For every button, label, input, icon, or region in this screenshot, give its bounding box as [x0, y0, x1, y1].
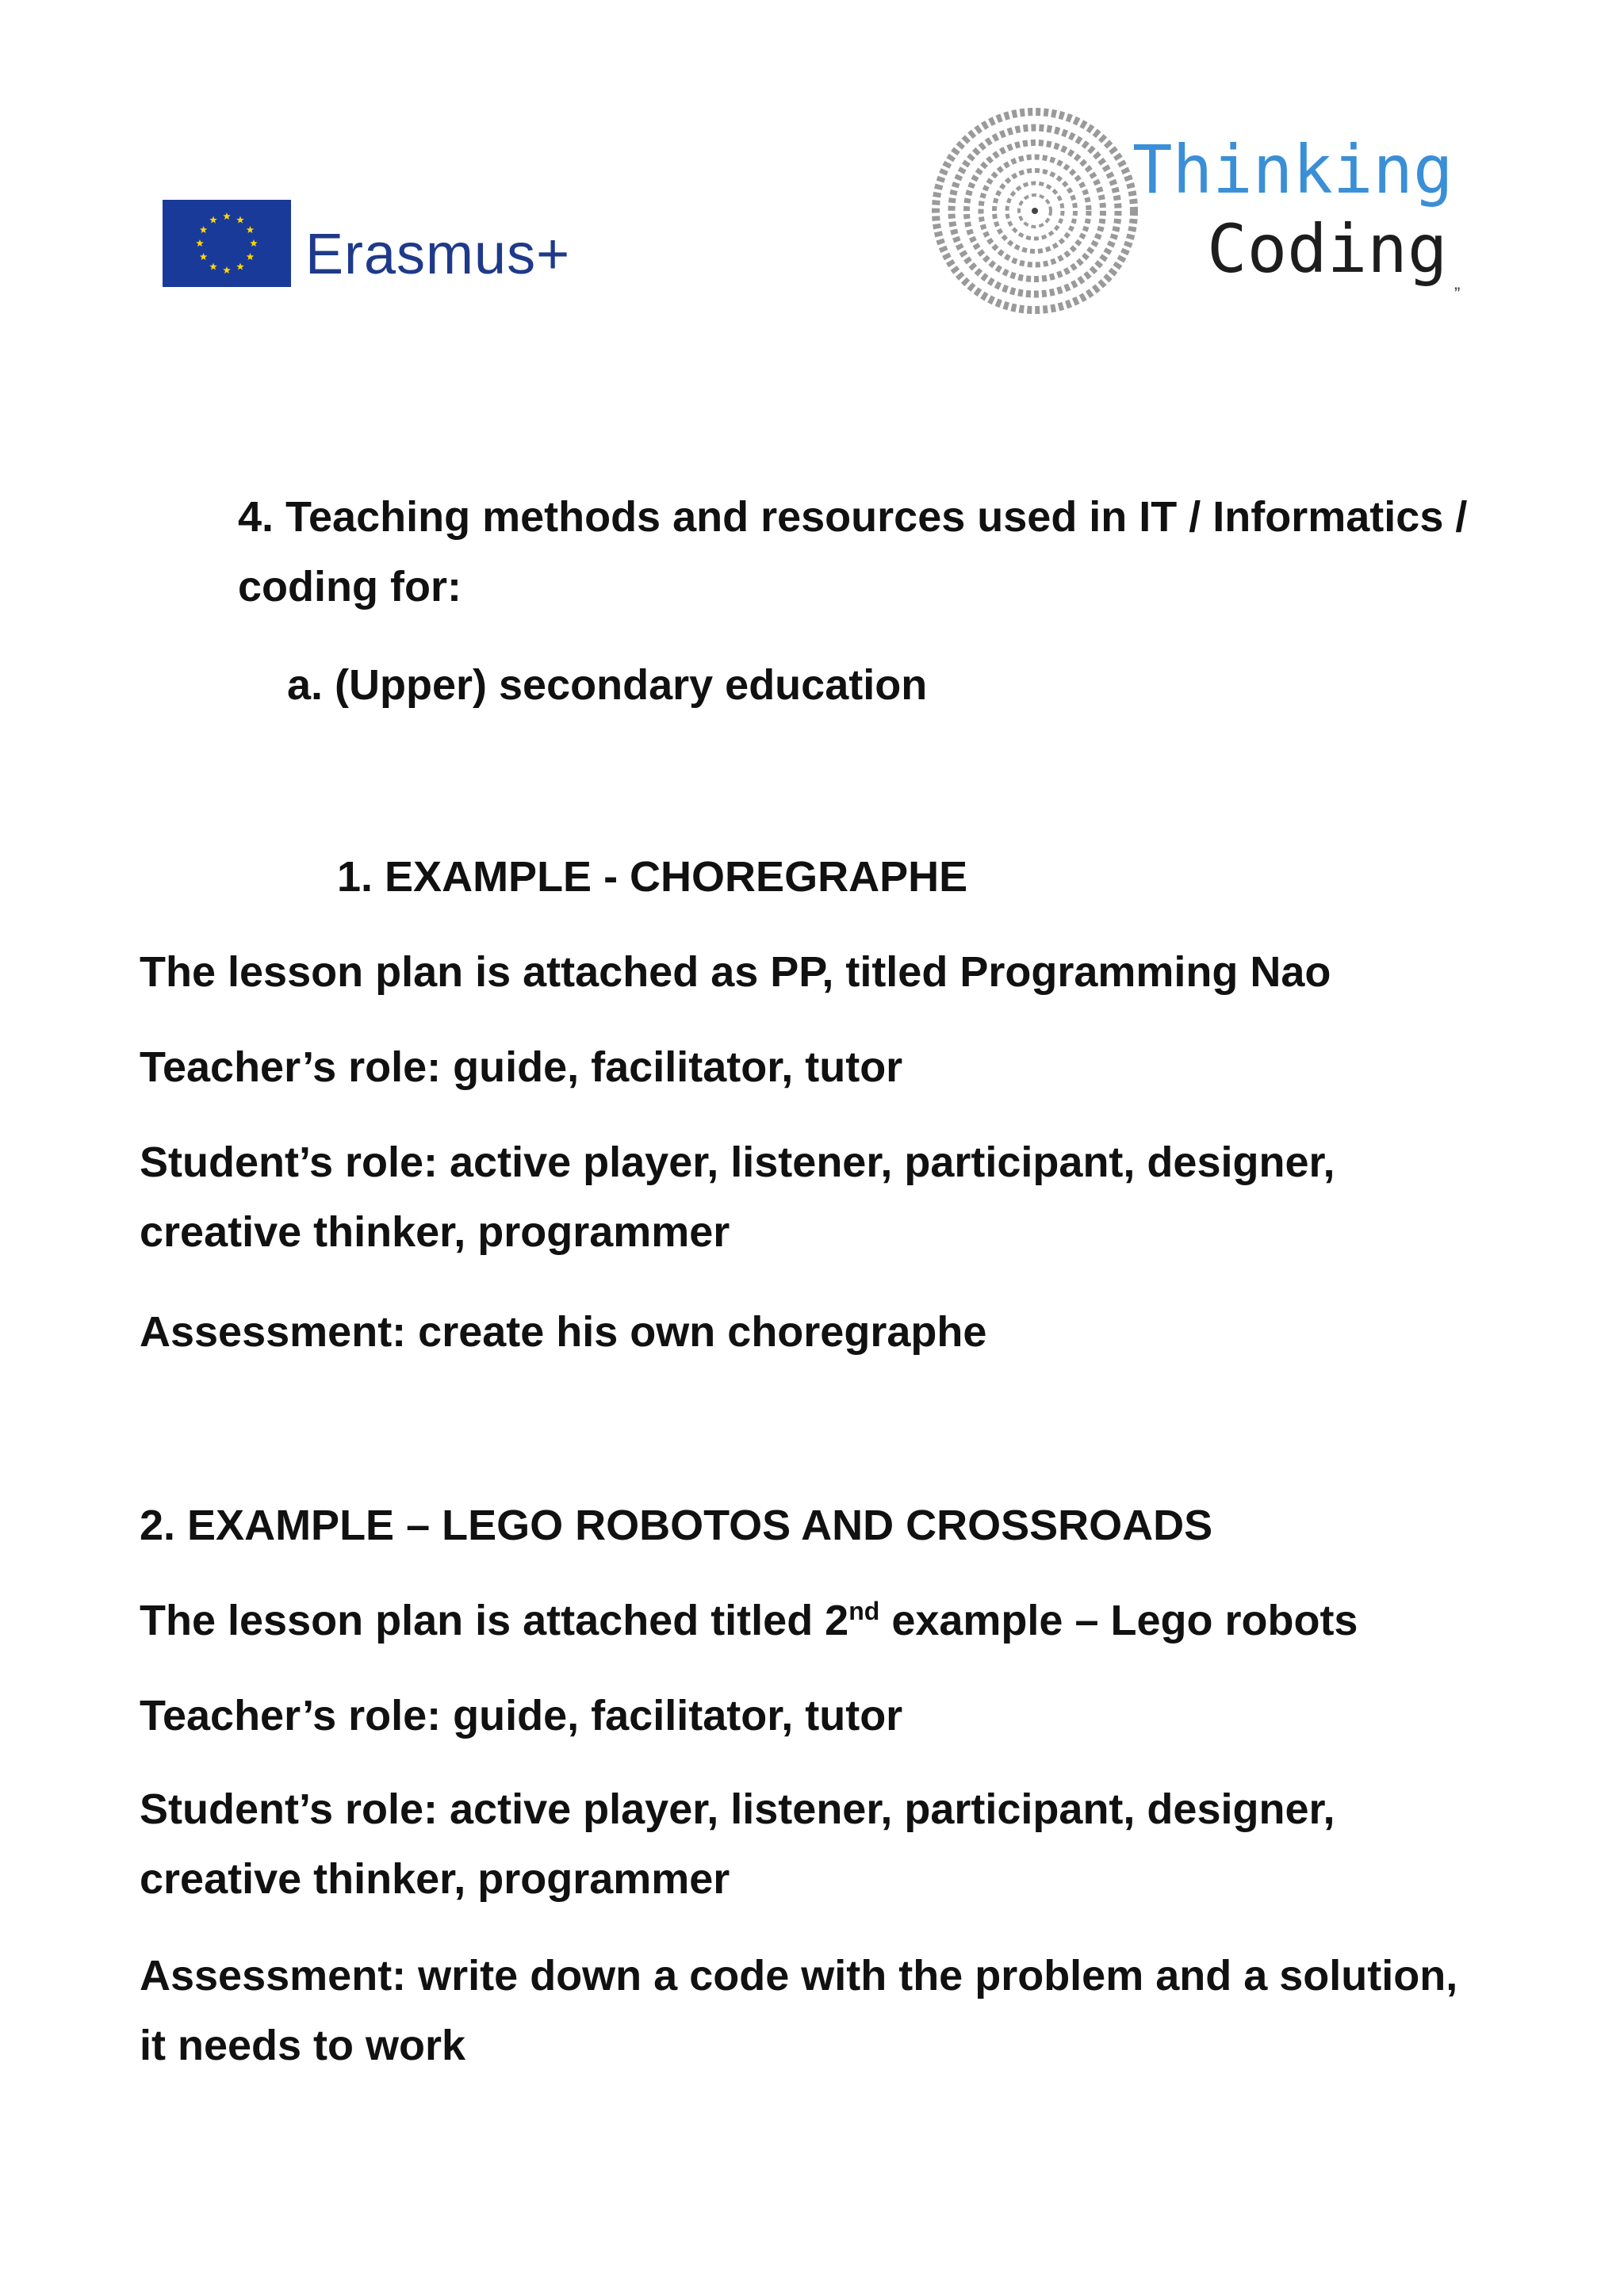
lesson-plan-text-pre: The lesson plan is attached titled 2 [140, 1597, 849, 1644]
eu-star-icon [247, 253, 255, 260]
subsection-title: a. (Upper) secondary education [287, 661, 928, 709]
example-1-assessment: Assessment: create his own choregraphe [140, 1308, 987, 1356]
example-2-student-role-line-2: creative thinker, programmer [140, 1855, 730, 1903]
eu-star-icon [209, 216, 217, 224]
example-2-heading: 2. EXAMPLE – LEGO ROBOTOS AND CROSSROADS [140, 1502, 1213, 1549]
eu-star-icon [223, 212, 231, 220]
eu-star-icon [209, 262, 217, 270]
ordinal-suffix: nd [848, 1597, 880, 1625]
example-1-lesson-plan: The lesson plan is attached as PP, titled Programming Nao [140, 948, 1331, 996]
logo-thinking-text: Thinking [1132, 131, 1454, 209]
section-title-line-2: coding for: [238, 563, 462, 610]
example-2-teacher-role: Teacher’s role: guide, facilitator, tutor [140, 1692, 903, 1739]
example-2-assessment-line-1: Assessment: write down a code with the problem and a solution, [140, 1952, 1458, 1999]
thinking-coding-logo [928, 99, 1454, 313]
eu-star-icon [196, 239, 204, 247]
example-1-heading: 1. EXAMPLE - CHOREGRAPHE [337, 853, 968, 901]
example-2-student-role-line-1: Student’s role: active player, listener, participant, designer, [140, 1785, 1335, 1833]
logo-coding-text: Coding [1207, 210, 1448, 288]
binary-circle-icon [928, 104, 1142, 318]
example-2-assessment-line-2: it needs to work [140, 2022, 466, 2069]
erasmus-plus-logo [163, 200, 570, 287]
section-title-line-1: 4. Teaching methods and resources used in IT / Informatics / [238, 493, 1468, 541]
erasmus-label: Erasmus+ [305, 223, 571, 286]
example-2-lesson-plan [140, 1586, 1358, 1655]
tick-mark: ” [1454, 284, 1461, 304]
eu-star-icon [250, 239, 258, 247]
eu-star-icon [200, 226, 208, 233]
lesson-plan-text-post: example – Lego robots [879, 1597, 1358, 1644]
eu-star-icon [236, 262, 244, 270]
eu-star-icon [223, 266, 231, 274]
eu-star-icon [236, 216, 244, 224]
eu-star-icon [247, 226, 255, 233]
example-1-student-role-line-1: Student’s role: active player, listener, participant, designer, [140, 1138, 1335, 1186]
example-1-teacher-role: Teacher’s role: guide, facilitator, tutor [140, 1043, 903, 1091]
eu-flag-icon [163, 200, 291, 287]
example-1-student-role-line-2: creative thinker, programmer [140, 1208, 730, 1256]
eu-star-icon [200, 253, 208, 260]
